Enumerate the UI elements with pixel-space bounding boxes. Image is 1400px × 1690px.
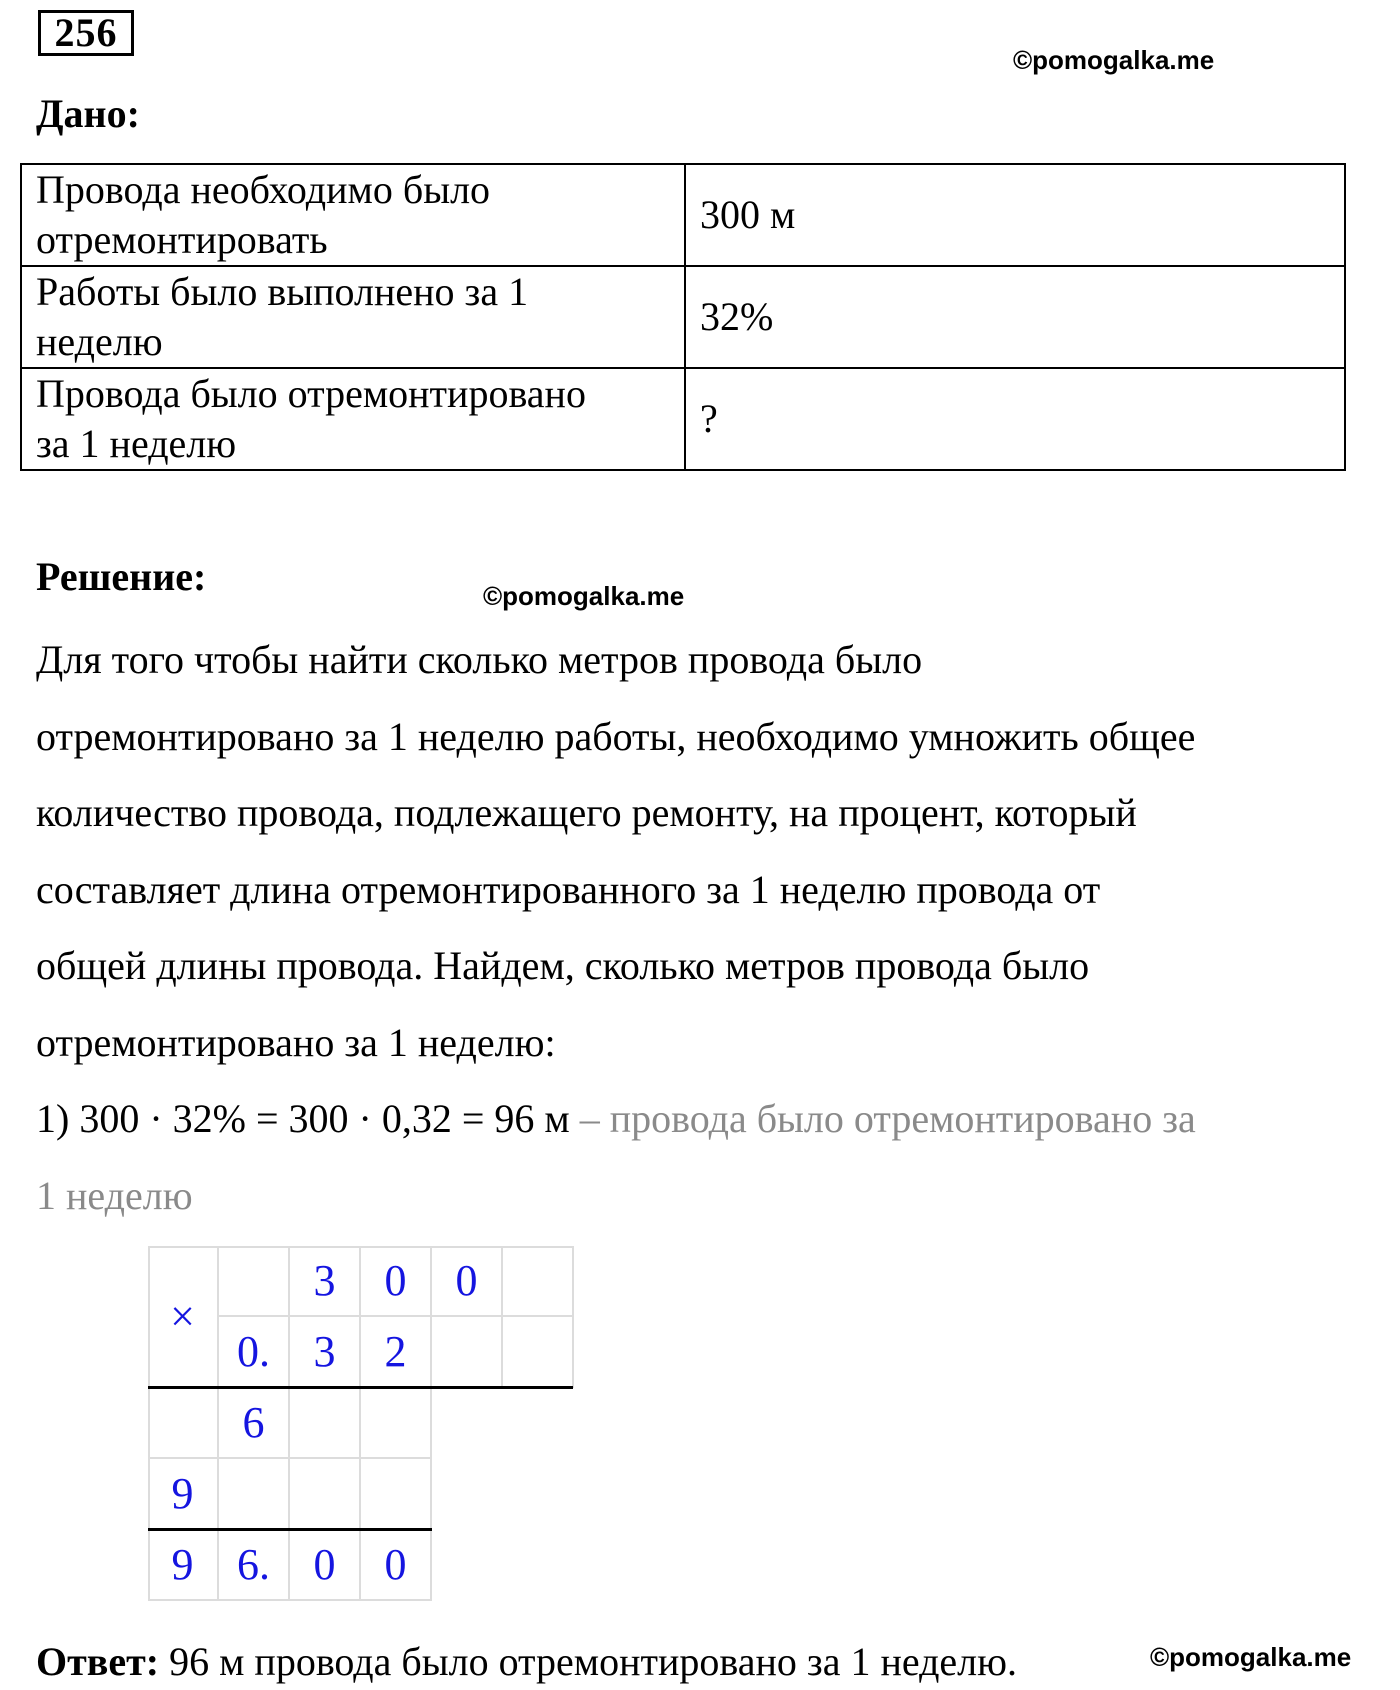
grid-cell [148,1388,219,1459]
given-label-line: за 1 неделю [36,421,237,466]
given-row [21,368,1345,470]
solution-line: Для того чтобы найти сколько метров провода было [36,637,923,682]
given-heading: Дано: [36,91,140,136]
grid-cell [290,1388,361,1459]
step-1 [36,1081,1366,1158]
solution-line: количество провода, подлежащего ремонту, на процент, который [36,790,1137,835]
grid-cell [432,1317,503,1388]
grid-cell [503,1246,574,1317]
solution-heading: Решение: [36,554,207,599]
grid-cell: 6 [219,1388,290,1459]
grid-cell: 2 [361,1317,432,1388]
step-1-expression: 1) 300 · 32% = 300 · 0,32 = 96 м [36,1096,570,1141]
given-label-line: Провода необходимо было [36,167,491,212]
solution-line: составляет длина отремонтированного за 1 неделю провода от [36,866,1101,912]
grid-cell: 0. [219,1317,290,1388]
given-table [20,163,1346,471]
step-1-comment: – провода было отремонтировано за [569,1096,1196,1141]
given-value: 32% [685,266,1345,368]
given-label [21,164,685,266]
grid-cell: 9 [148,1530,219,1601]
grid-cell [219,1459,290,1530]
given-row [21,266,1345,368]
grid-cell: 0 [290,1530,361,1601]
given-row [21,164,1345,266]
grid-cell: 0 [432,1246,503,1317]
solution-line: отремонтировано за 1 неделю: [36,1019,556,1065]
solution-line: общей длины провода. Найдем, сколько метров провода было [36,943,1090,988]
given-label-line: неделю [36,319,163,364]
given-value: 300 м [685,164,1345,266]
grid-cell: 0 [361,1530,432,1601]
given-label [21,368,685,470]
answer-text: 96 м провода было отремонтировано за 1 неделю. [159,1639,1018,1684]
grid-cell: 9 [148,1459,219,1530]
sum-rule [148,1528,432,1531]
grid-cell [290,1459,361,1530]
grid-cell: 3 [290,1317,361,1388]
grid-cell: 3 [290,1246,361,1317]
grid-cell [361,1459,432,1530]
column-multiplication [148,1246,573,1600]
step-1-comment-continued: 1 неделю [36,1172,193,1218]
given-label [21,266,685,368]
task-number: 256 [38,10,134,56]
answer-label: Ответ: [36,1639,160,1684]
product-rule [148,1386,573,1389]
grid-cell: 6. [219,1530,290,1601]
grid-cell [503,1317,574,1388]
watermark-bottom: ©pomogalka.me [1150,1642,1352,1672]
given-value: ? [685,368,1345,470]
answer [36,1636,1017,1688]
given-label-line: отремонтировать [36,217,328,262]
grid-cell: 0 [361,1246,432,1317]
grid-cell [361,1388,432,1459]
given-label-line: Работы было выполнено за 1 [36,269,529,314]
watermark-middle: ©pomogalka.me [483,581,685,611]
given-label-line: Провода было отремонтировано [36,371,586,416]
watermark-top: ©pomogalka.me [1013,45,1215,75]
solution-line: отремонтировано за 1 неделю работы, необходимо умножить общее [36,713,1196,759]
grid-cell [219,1246,290,1317]
operator-cell: × [148,1246,219,1388]
solution-text [36,622,1366,1234]
